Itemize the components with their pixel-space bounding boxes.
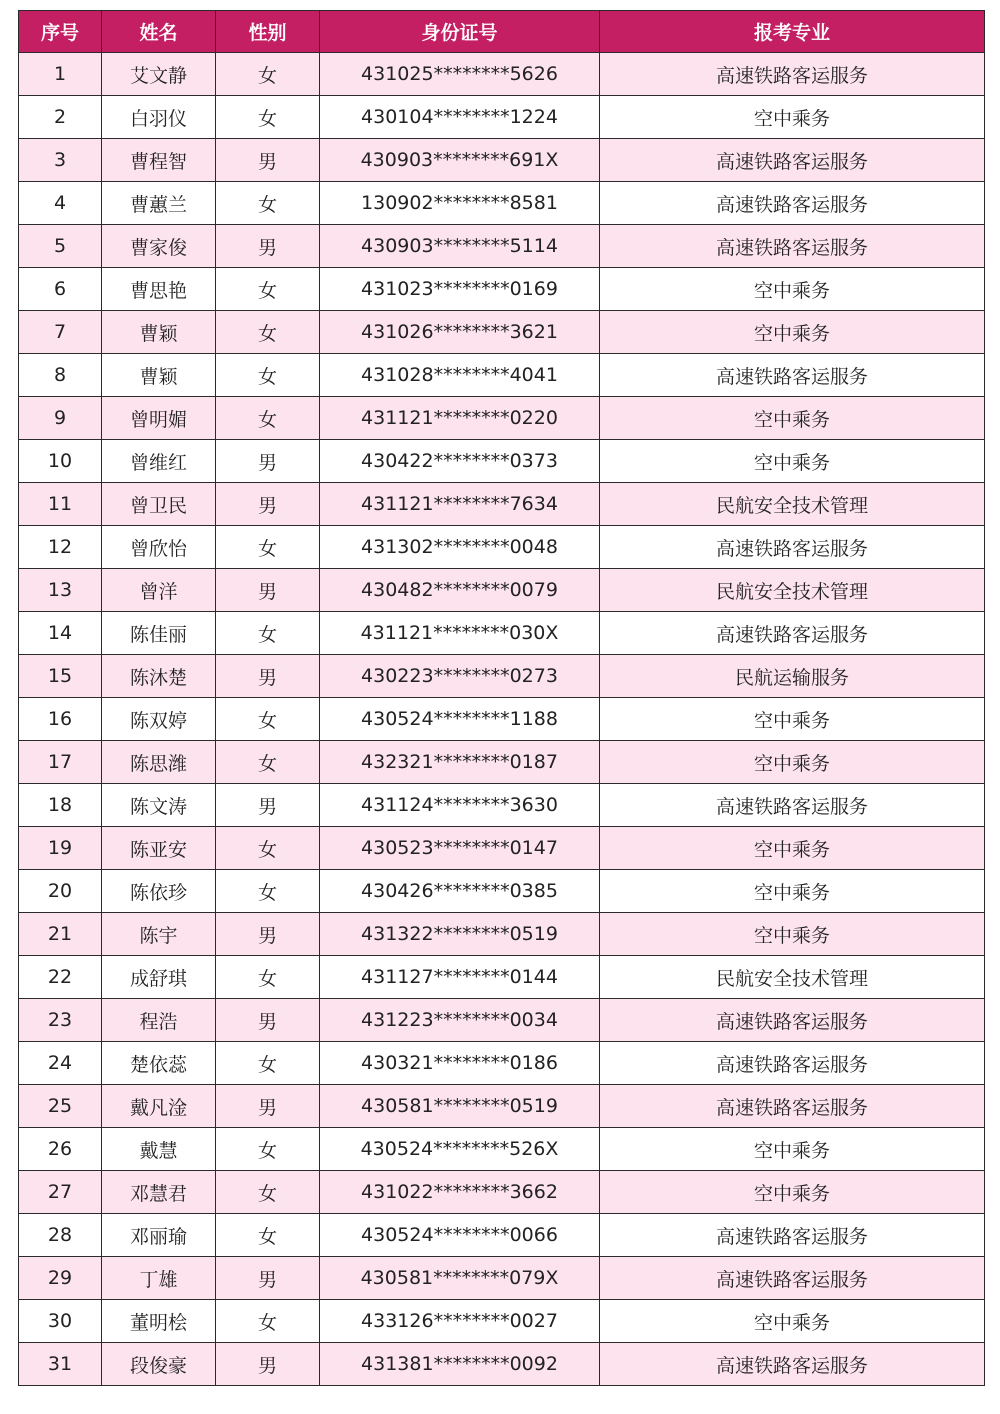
cell-major: 民航安全技术管理 [600,956,985,999]
cell-name: 曹思艳 [102,268,216,311]
table-row [19,311,985,354]
table-row [19,440,985,483]
cell-gender: 女 [216,698,320,741]
cell-serial-number: 19 [19,827,102,870]
cell-major: 空中乘务 [600,827,985,870]
cell-major: 高速铁路客运服务 [600,999,985,1042]
header-row [19,11,985,53]
cell-major: 空中乘务 [600,397,985,440]
cell-id-number: 430223********0273 [320,655,600,698]
cell-major: 空中乘务 [600,913,985,956]
cell-id-number: 431322********0519 [320,913,600,956]
cell-id-number: 431023********0169 [320,268,600,311]
cell-name: 戴凡淦 [102,1085,216,1128]
table-row [19,1128,985,1171]
cell-gender: 男 [216,139,320,182]
cell-id-number: 430581********079X [320,1257,600,1300]
cell-name: 曹蕙兰 [102,182,216,225]
cell-serial-number: 8 [19,354,102,397]
cell-gender: 女 [216,268,320,311]
cell-major: 高速铁路客运服务 [600,225,985,268]
cell-major: 空中乘务 [600,268,985,311]
cell-name: 陈沐楚 [102,655,216,698]
table-row [19,1171,985,1214]
table-row [19,1300,985,1343]
cell-major: 空中乘务 [600,698,985,741]
cell-gender: 男 [216,440,320,483]
cell-gender: 男 [216,1257,320,1300]
cell-major: 高速铁路客运服务 [600,182,985,225]
header-name: 姓名 [102,11,216,53]
cell-name: 曹颖 [102,354,216,397]
cell-gender: 女 [216,53,320,96]
cell-id-number: 430104********1224 [320,96,600,139]
cell-id-number: 431022********3662 [320,1171,600,1214]
table-row [19,225,985,268]
table-row [19,1085,985,1128]
cell-id-number: 431127********0144 [320,956,600,999]
cell-gender: 男 [216,569,320,612]
cell-gender: 女 [216,1300,320,1343]
cell-name: 曾明媚 [102,397,216,440]
cell-id-number: 430426********0385 [320,870,600,913]
cell-gender: 男 [216,225,320,268]
header-serial-number: 序号 [19,11,102,53]
table-body [19,53,985,1386]
cell-serial-number: 27 [19,1171,102,1214]
cell-gender: 女 [216,1128,320,1171]
cell-name: 曾维红 [102,440,216,483]
cell-major: 空中乘务 [600,1300,985,1343]
cell-major: 民航安全技术管理 [600,483,985,526]
cell-name: 董明桧 [102,1300,216,1343]
table-row [19,53,985,96]
cell-id-number: 431028********4041 [320,354,600,397]
cell-gender: 女 [216,741,320,784]
cell-gender: 女 [216,397,320,440]
cell-serial-number: 7 [19,311,102,354]
cell-major: 空中乘务 [600,311,985,354]
cell-gender: 男 [216,483,320,526]
cell-id-number: 430422********0373 [320,440,600,483]
cell-major: 高速铁路客运服务 [600,139,985,182]
cell-serial-number: 5 [19,225,102,268]
cell-major: 空中乘务 [600,440,985,483]
cell-serial-number: 31 [19,1343,102,1386]
cell-id-number: 430523********0147 [320,827,600,870]
cell-id-number: 430524********0066 [320,1214,600,1257]
cell-id-number: 431121********7634 [320,483,600,526]
cell-id-number: 430903********691X [320,139,600,182]
table-row [19,569,985,612]
cell-name: 成舒琪 [102,956,216,999]
table-row [19,913,985,956]
cell-gender: 女 [216,96,320,139]
table-row [19,827,985,870]
cell-major: 空中乘务 [600,741,985,784]
cell-serial-number: 20 [19,870,102,913]
candidate-table [18,10,985,1386]
cell-serial-number: 22 [19,956,102,999]
table-row [19,182,985,225]
cell-name: 陈亚安 [102,827,216,870]
header-id-number: 身份证号 [320,11,600,53]
cell-name: 艾文静 [102,53,216,96]
cell-name: 陈依珍 [102,870,216,913]
cell-name: 陈文涛 [102,784,216,827]
cell-id-number: 430321********0186 [320,1042,600,1085]
table-row [19,354,985,397]
cell-serial-number: 11 [19,483,102,526]
cell-gender: 女 [216,956,320,999]
cell-serial-number: 14 [19,612,102,655]
table-row [19,999,985,1042]
cell-major: 高速铁路客运服务 [600,1257,985,1300]
cell-serial-number: 29 [19,1257,102,1300]
cell-name: 曹家俊 [102,225,216,268]
cell-id-number: 430524********1188 [320,698,600,741]
cell-id-number: 431026********3621 [320,311,600,354]
table-row [19,612,985,655]
cell-name: 陈思潍 [102,741,216,784]
cell-major: 高速铁路客运服务 [600,612,985,655]
cell-name: 曹程智 [102,139,216,182]
cell-id-number: 431121********030X [320,612,600,655]
cell-major: 高速铁路客运服务 [600,53,985,96]
cell-id-number: 430903********5114 [320,225,600,268]
cell-major: 高速铁路客运服务 [600,1343,985,1386]
cell-gender: 男 [216,1343,320,1386]
table-row [19,139,985,182]
table-row [19,1257,985,1300]
table-header [19,11,985,53]
cell-serial-number: 17 [19,741,102,784]
cell-id-number: 430524********526X [320,1128,600,1171]
cell-name: 段俊豪 [102,1343,216,1386]
cell-name: 白羽仪 [102,96,216,139]
cell-name: 陈宇 [102,913,216,956]
cell-gender: 女 [216,311,320,354]
cell-id-number: 431124********3630 [320,784,600,827]
cell-gender: 男 [216,999,320,1042]
cell-serial-number: 10 [19,440,102,483]
cell-serial-number: 26 [19,1128,102,1171]
cell-id-number: 433126********0027 [320,1300,600,1343]
cell-major: 民航安全技术管理 [600,569,985,612]
cell-serial-number: 25 [19,1085,102,1128]
cell-id-number: 430482********0079 [320,569,600,612]
cell-major: 高速铁路客运服务 [600,354,985,397]
table-row [19,1042,985,1085]
table-row [19,96,985,139]
cell-serial-number: 23 [19,999,102,1042]
table-row [19,268,985,311]
table-row [19,397,985,440]
cell-name: 曾洋 [102,569,216,612]
cell-id-number: 431025********5626 [320,53,600,96]
cell-major: 高速铁路客运服务 [600,784,985,827]
cell-id-number: 430581********0519 [320,1085,600,1128]
table-row [19,1343,985,1386]
cell-gender: 女 [216,182,320,225]
header-gender: 性别 [216,11,320,53]
cell-gender: 女 [216,1171,320,1214]
cell-major: 高速铁路客运服务 [600,1042,985,1085]
cell-gender: 男 [216,784,320,827]
cell-name: 戴慧 [102,1128,216,1171]
cell-serial-number: 24 [19,1042,102,1085]
cell-serial-number: 16 [19,698,102,741]
cell-id-number: 432321********0187 [320,741,600,784]
cell-serial-number: 4 [19,182,102,225]
cell-gender: 男 [216,655,320,698]
cell-serial-number: 13 [19,569,102,612]
cell-gender: 女 [216,870,320,913]
cell-major: 高速铁路客运服务 [600,526,985,569]
cell-gender: 女 [216,354,320,397]
table-row [19,956,985,999]
cell-name: 曹颖 [102,311,216,354]
cell-major: 民航运输服务 [600,655,985,698]
cell-serial-number: 21 [19,913,102,956]
cell-gender: 女 [216,827,320,870]
cell-name: 丁雄 [102,1257,216,1300]
table-row [19,1214,985,1257]
cell-name: 曾卫民 [102,483,216,526]
cell-serial-number: 9 [19,397,102,440]
cell-gender: 女 [216,612,320,655]
cell-name: 陈佳丽 [102,612,216,655]
cell-gender: 女 [216,1042,320,1085]
cell-name: 程浩 [102,999,216,1042]
table-row [19,655,985,698]
cell-serial-number: 28 [19,1214,102,1257]
cell-serial-number: 1 [19,53,102,96]
admission-list-sheet [18,10,984,1386]
cell-name: 楚依蕊 [102,1042,216,1085]
cell-serial-number: 18 [19,784,102,827]
cell-major: 空中乘务 [600,96,985,139]
cell-major: 空中乘务 [600,870,985,913]
cell-serial-number: 6 [19,268,102,311]
cell-serial-number: 12 [19,526,102,569]
table-row [19,784,985,827]
cell-name: 曾欣怡 [102,526,216,569]
cell-gender: 男 [216,1085,320,1128]
cell-major: 高速铁路客运服务 [600,1085,985,1128]
table-row [19,526,985,569]
table-row [19,741,985,784]
cell-gender: 女 [216,526,320,569]
cell-major: 空中乘务 [600,1128,985,1171]
cell-major: 高速铁路客运服务 [600,1214,985,1257]
cell-name: 邓慧君 [102,1171,216,1214]
cell-gender: 女 [216,1214,320,1257]
cell-serial-number: 2 [19,96,102,139]
cell-serial-number: 3 [19,139,102,182]
cell-serial-number: 30 [19,1300,102,1343]
cell-id-number: 130902********8581 [320,182,600,225]
table-row [19,870,985,913]
header-major: 报考专业 [600,11,985,53]
cell-serial-number: 15 [19,655,102,698]
cell-id-number: 431121********0220 [320,397,600,440]
cell-name: 邓丽瑜 [102,1214,216,1257]
cell-id-number: 431381********0092 [320,1343,600,1386]
table-row [19,698,985,741]
table-row [19,483,985,526]
cell-major: 空中乘务 [600,1171,985,1214]
cell-gender: 男 [216,913,320,956]
cell-name: 陈双婷 [102,698,216,741]
cell-id-number: 431302********0048 [320,526,600,569]
cell-id-number: 431223********0034 [320,999,600,1042]
